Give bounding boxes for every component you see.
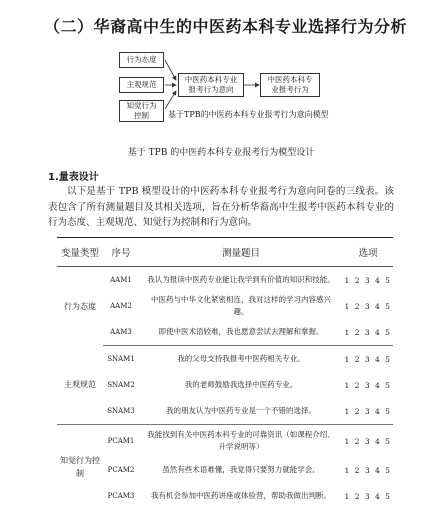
perceived-control-box: 知觉行为 控制	[119, 100, 164, 122]
item-text: 我认为报读中医药专业能让我学到有价值的知识和技能。	[139, 267, 343, 294]
item-text: 即使中医术语较难，我也愿意尝试去理解和掌握。	[139, 319, 343, 346]
item-text: 我能找到有关中医药本科专业的可靠资讯（如课程介绍、升学说明等）	[139, 425, 343, 458]
item-options: 1 2 3 4 5	[343, 319, 393, 346]
item-text: 我的朋友认为中医药专业是一个不错的选择。	[139, 398, 343, 425]
header-options: 选项	[343, 238, 393, 267]
item-options: 1 2 3 4 5	[343, 346, 393, 373]
section-title: （二）华裔高中生的中医药本科专业选择行为分析	[44, 14, 407, 37]
item-options: 1 2 3 4 5	[343, 457, 393, 483]
measurement-table	[57, 237, 393, 509]
behavior-box: 中医药本科专 业报考行为	[260, 73, 320, 97]
header-item: 测量题目	[139, 238, 343, 267]
item-code: PCAM1	[103, 425, 139, 458]
item-options: 1 2 3 4 5	[343, 293, 393, 319]
subheading: 1.量表设计	[48, 168, 99, 183]
item-code: AAM1	[103, 267, 139, 294]
item-code: PCAM2	[103, 457, 139, 483]
table-row	[57, 372, 393, 398]
item-options: 1 2 3 4 5	[343, 483, 393, 509]
header-code: 序号	[103, 238, 139, 267]
item-options: 1 2 3 4 5	[343, 398, 393, 425]
group-type-control: 知觉行为控制	[57, 425, 103, 509]
item-text: 我有机会参加中医药讲座或体验营，帮助我做出判断。	[139, 483, 343, 509]
group-type-norm: 主观规范	[57, 346, 103, 425]
table-row	[57, 483, 393, 509]
table-row	[57, 293, 393, 319]
attitude-box: 行为态度	[119, 52, 164, 68]
item-code: SNAM3	[103, 398, 139, 425]
diagram-note: 基于TPB的中医药本科专业报考行为意向模型	[168, 109, 329, 120]
intro-paragraph: 以下是基于 TPB 模型设计的中医药本科专业报考行为意向问卷的三线表。该表包含了所有测量题目及其相关选项，旨在分析华裔高中生报考中医药本科专业的行为态度、主观规范、知觉行为控制和行为意向。	[48, 184, 394, 231]
subjective-norm-box: 主观规范	[119, 77, 164, 93]
table-row	[57, 457, 393, 483]
item-text: 我的老师鼓励我选择中医药专业。	[139, 372, 343, 398]
item-code: PCAM3	[103, 483, 139, 509]
table-row	[57, 319, 393, 346]
group-type-attitude: 行为态度	[57, 267, 103, 346]
table-row	[57, 346, 393, 373]
item-code: SNAM1	[103, 346, 139, 373]
header-type: 变量类型	[57, 238, 103, 267]
item-text: 中医药与中华文化紧密相连，我对这样的学习内容感兴趣。	[139, 293, 343, 319]
item-options: 1 2 3 4 5	[343, 425, 393, 458]
arrow-attitude-to-intention	[165, 60, 176, 80]
arrow-control-to-intention	[165, 91, 176, 109]
tpb-model-diagram	[0, 0, 442, 140]
item-options: 1 2 3 4 5	[343, 372, 393, 398]
table-row	[57, 425, 393, 458]
table-row	[57, 398, 393, 425]
table-header-row	[57, 238, 393, 267]
intention-box: 中医药本科专业 报考行为意向	[178, 73, 244, 97]
item-text: 我的父母支持我报考中医药相关专业。	[139, 346, 343, 373]
item-code: SNAM2	[103, 372, 139, 398]
item-code: AAM2	[103, 293, 139, 319]
figure-caption: 基于 TPB 的中医药本科专业报考行为模型设计	[0, 145, 442, 158]
item-text: 虽然有些术语难懂，我觉得只要努力就能学会。	[139, 457, 343, 483]
table-row	[57, 267, 393, 294]
item-options: 1 2 3 4 5	[343, 267, 393, 294]
item-code: AAM3	[103, 319, 139, 346]
